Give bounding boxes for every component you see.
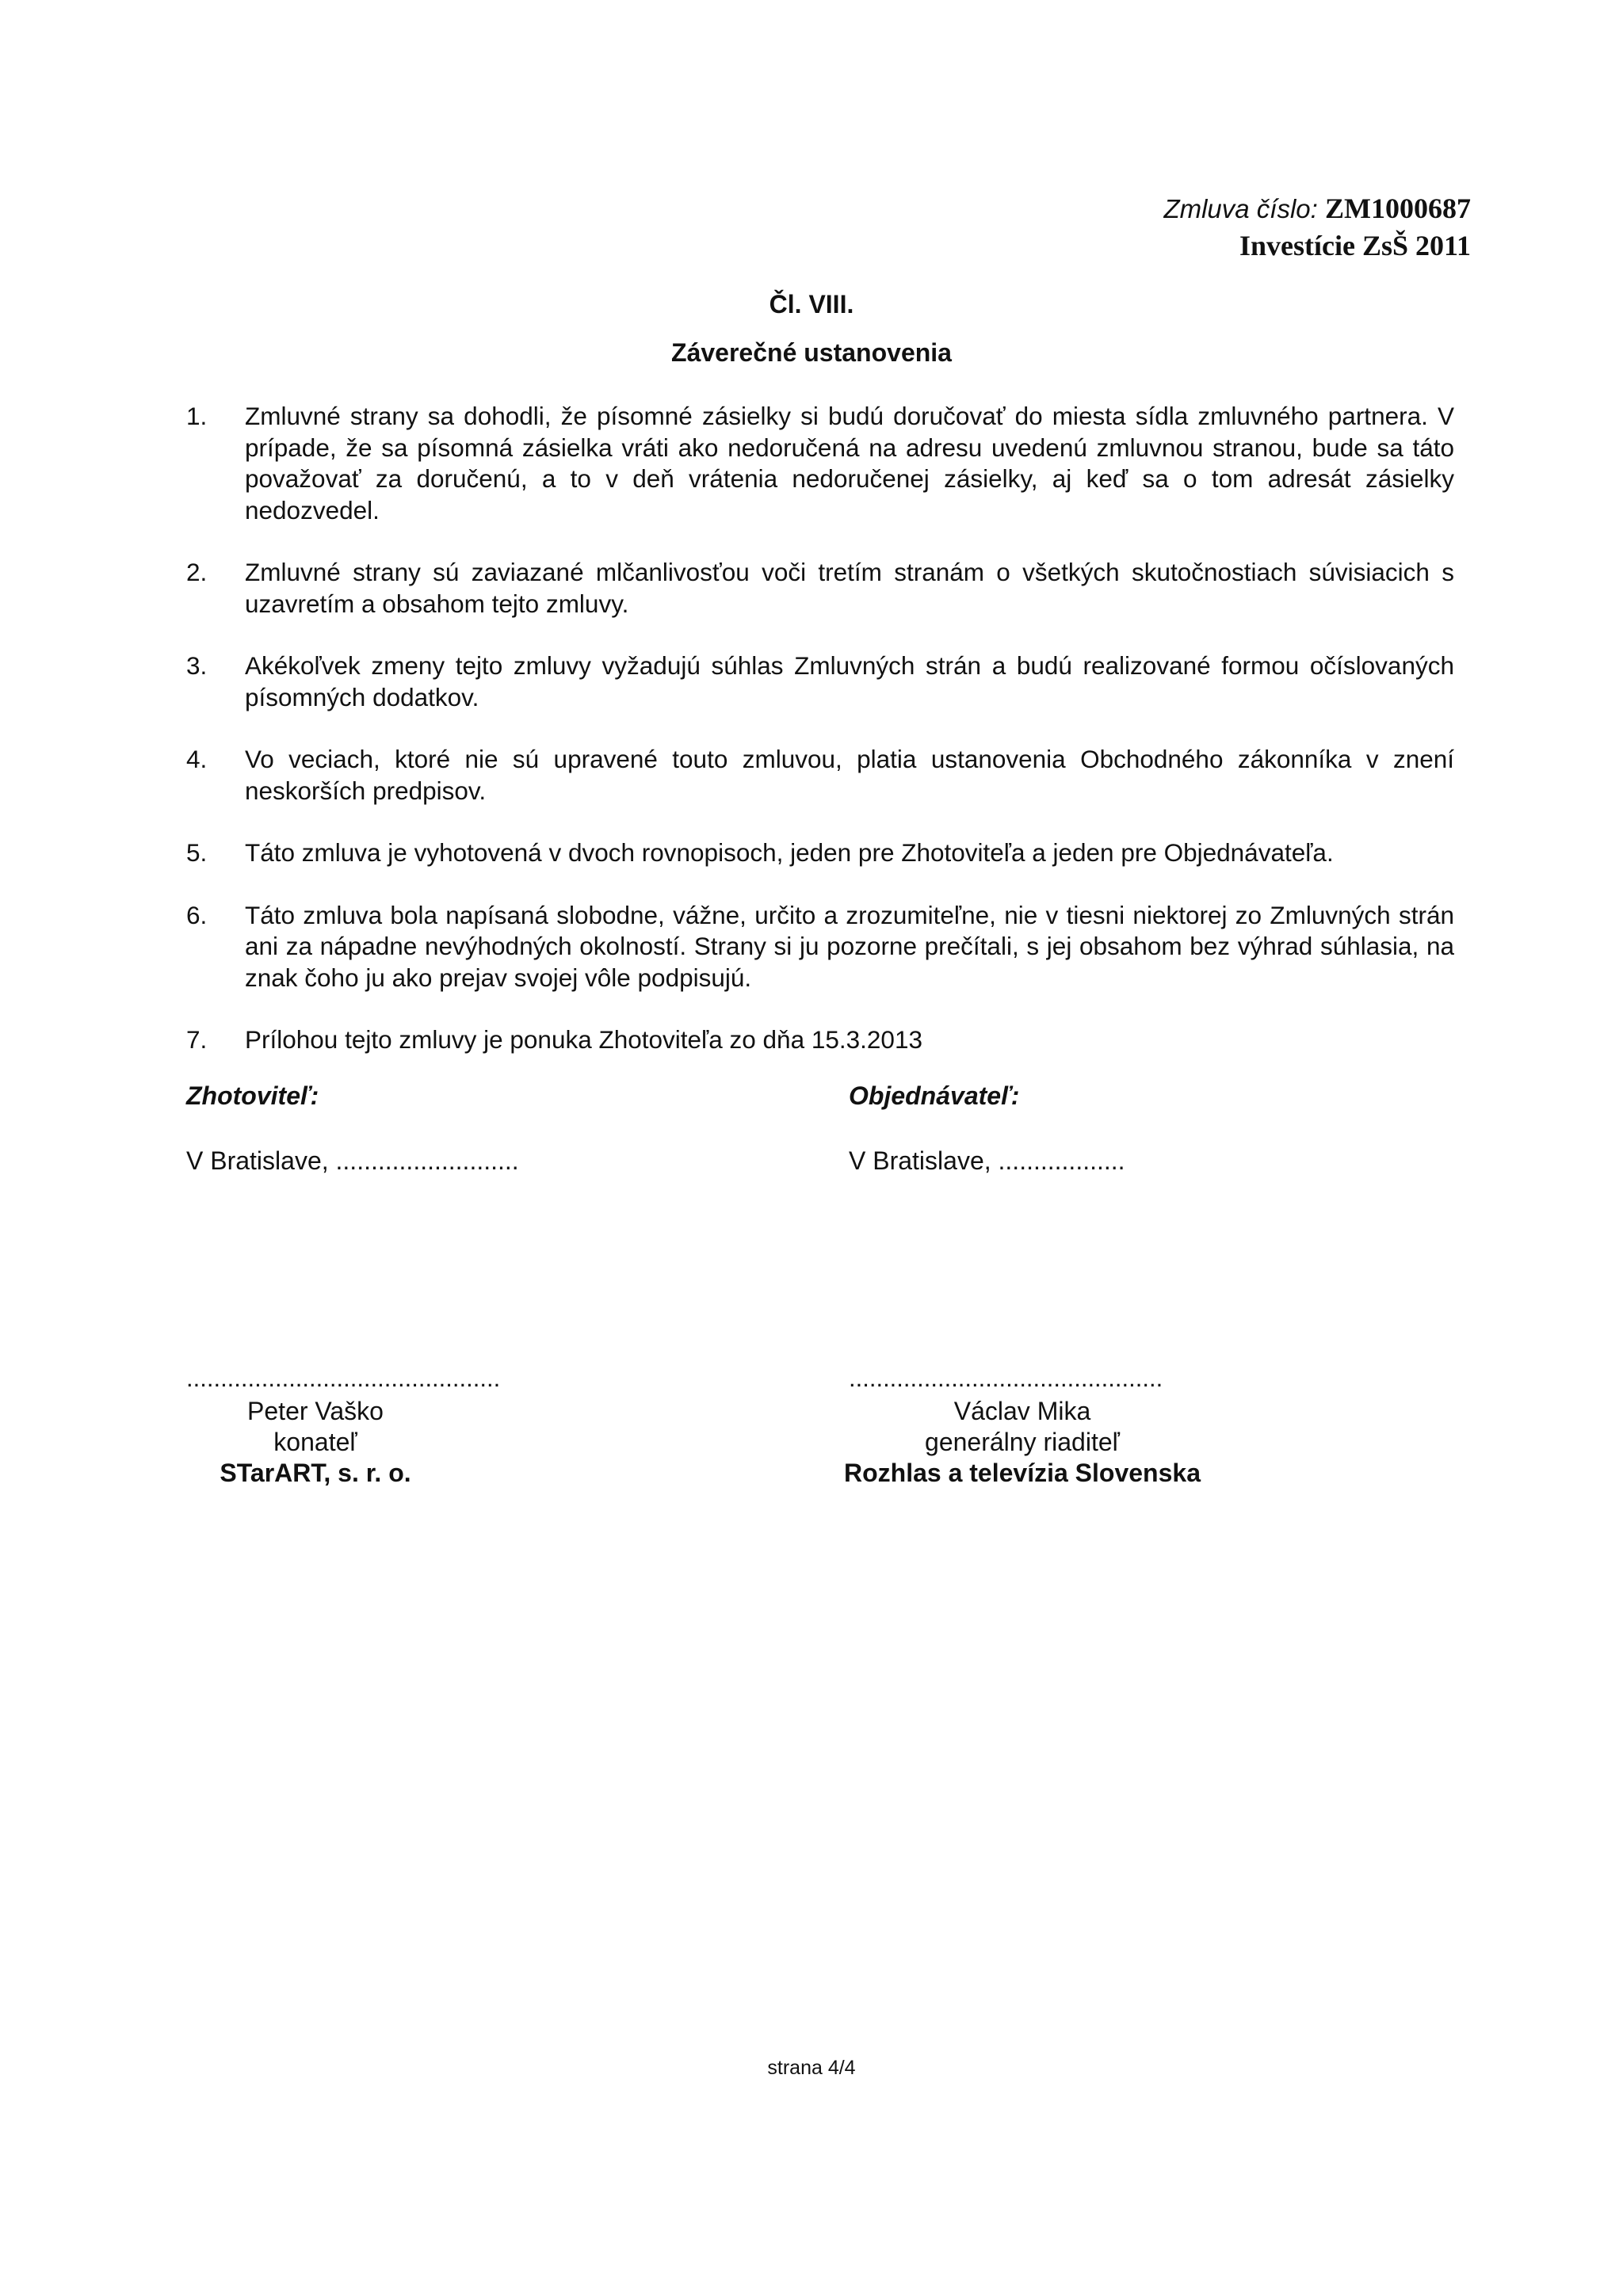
article-title: Záverečné ustanovenia (671, 338, 952, 367)
clause-number: 1. (186, 402, 208, 430)
contractor-role: konateľ (273, 1428, 357, 1456)
contractor-place-date: V Bratislave, .......................... (186, 1146, 519, 1175)
clause-text: Táto zmluva bola napísaná slobodne, vážne, určito a zrozumiteľne, nie v tiesni niektorej zo Zmluvných strán ani za nápadne nevýhodných okolností. Strany si ju pozorne prečítali, s jej obsahom bez výhrad súhlasia, na znak čoho ju ako prejav svojej vôle podpisujú. (245, 900, 1454, 992)
project-name: Investície ZsŠ 2011 (1239, 230, 1471, 261)
clause-text: Zmluvné strany sú zaviazané mlčanlivosťou voči tretím stranám o všetkých skutočnostiach súvisiacich s uzavretím a obsahom tejto zmluvy. (245, 558, 1454, 618)
contract-number-label: Zmluva číslo: (1163, 194, 1318, 223)
page-number: strana 4/4 (767, 2057, 856, 2079)
clause-text: Zmluvné strany sa dohodli, že písomné zásielky si budú doručovať do miesta sídla zmluvného partnera. V prípade, že sa písomná zásielka vráti ako nedoručená na adresu uvedenú zmluvnou stranou, bude sa táto považovať za doručenú, a to v deň vrátenia nedoručenej zásielky, aj keď sa o tom adresát zásielky nedozvedel. (245, 402, 1454, 524)
contractor-signatory (165, 1396, 466, 1489)
document-header (1163, 190, 1471, 264)
clause-item (186, 900, 1454, 994)
clause-list (186, 401, 1454, 1087)
article-number: Čl. VIII. (769, 290, 854, 318)
clause-item (186, 401, 1454, 526)
clause-text: Vo veciach, ktoré nie sú upravené touto zmluvou, platia ustanovenia Obchodného zákonníka v znení neskorších predpisov. (245, 745, 1454, 805)
contractor-name: Peter Vaško (247, 1397, 384, 1425)
clause-text: Akékoľvek zmeny tejto zmluvy vyžadujú súhlas Zmluvných strán a budú realizované formou očíslovaných písomných dodatkov. (245, 651, 1454, 711)
clause-number: 4. (186, 745, 208, 773)
contractor-signature-line: .............................................. (186, 1364, 501, 1392)
clause-item (186, 837, 1454, 869)
clause-number: 5. (186, 838, 208, 867)
clause-text: Prílohou tejto zmluvy je ponuka Zhotoviteľa zo dňa 15.3.2013 (245, 1025, 922, 1054)
clause-item (186, 650, 1454, 713)
client-name: Václav Mika (953, 1397, 1091, 1425)
clause-text: Táto zmluva je vyhotovená v dvoch rovnopisoch, jeden pre Zhotoviteľa a jeden pre Objednávateľa. (245, 838, 1334, 867)
client-signature-line: .............................................. (849, 1364, 1163, 1392)
contractor-label: Zhotoviteľ: (186, 1081, 319, 1110)
contractor-company: STarART, s. r. o. (220, 1459, 411, 1487)
client-label: Objednávateľ: (849, 1081, 1020, 1110)
contract-number: ZM1000687 (1325, 193, 1471, 224)
clause-number: 6. (186, 900, 208, 929)
client-place-date: V Bratislave, .................. (849, 1146, 1125, 1175)
clause-number: 7. (186, 1025, 208, 1054)
clause-item (186, 557, 1454, 620)
client-role: generálny riaditeľ (925, 1428, 1120, 1456)
clause-item (186, 744, 1454, 807)
client-signatory (816, 1396, 1228, 1489)
clause-number: 3. (186, 651, 208, 680)
client-company: Rozhlas a televízia Slovenska (844, 1459, 1201, 1487)
clause-number: 2. (186, 558, 208, 586)
clause-item (186, 1024, 1454, 1056)
contract-number-line (1163, 190, 1471, 227)
